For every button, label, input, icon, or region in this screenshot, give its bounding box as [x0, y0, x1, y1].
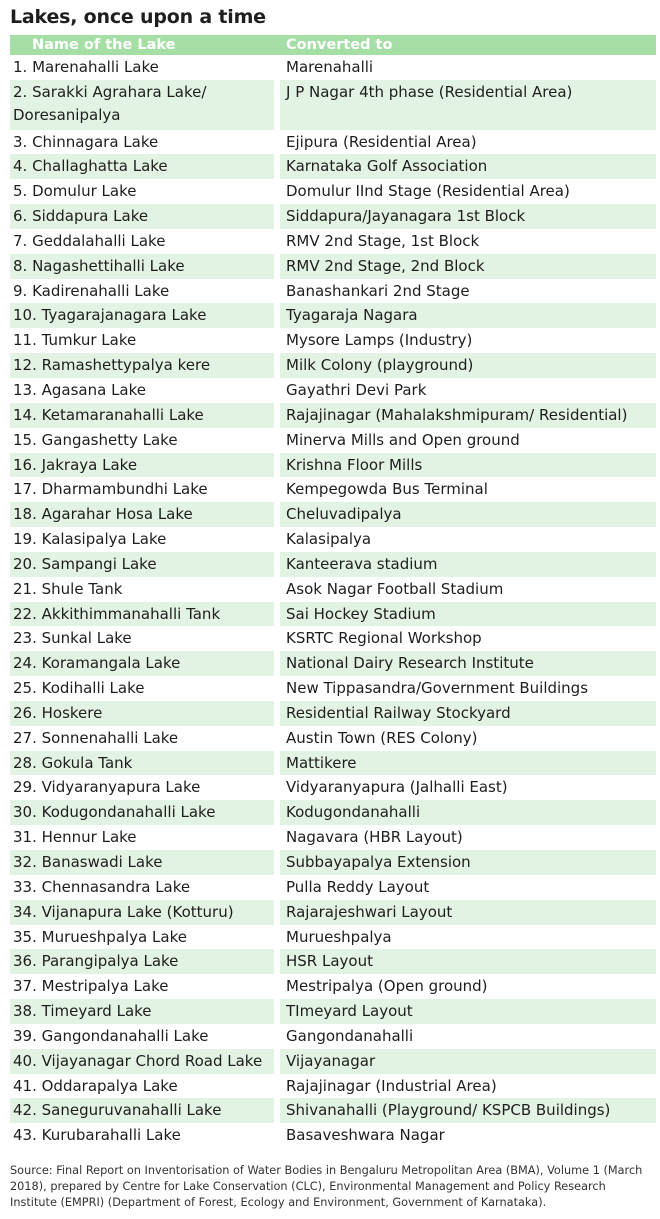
table-row: [10, 974, 656, 999]
table-row: [10, 577, 656, 602]
converted-to-cell: Mattikere: [280, 751, 656, 776]
lake-name-cell: 41. Oddarapalya Lake: [10, 1074, 280, 1099]
converted-to-cell: Nagavara (HBR Layout): [286, 828, 463, 847]
table-row: [10, 229, 656, 254]
lake-name-cell: 3. Chinnagara Lake: [10, 130, 280, 155]
lake-name-cell: 12. Ramashettypalya kere: [10, 353, 280, 378]
table-row: [10, 1123, 656, 1148]
table-row: [10, 949, 656, 974]
converted-to-cell: Siddapura/Jayanagara 1st Block: [280, 204, 656, 229]
lakes-table: [10, 35, 656, 1148]
lake-name-cell: 29. Vidyaranyapura Lake: [10, 775, 280, 800]
table-row: [10, 626, 656, 651]
table-row: [10, 850, 656, 875]
converted-to-cell: Sai Hockey Stadium: [280, 602, 656, 627]
table-row: [10, 403, 656, 428]
converted-to-cell: Residential Railway Stockyard: [280, 701, 656, 726]
lake-name-cell: 14. Ketamaranahalli Lake: [10, 403, 280, 428]
converted-to-cell: Pulla Reddy Layout: [286, 877, 430, 896]
table-row: [10, 1049, 656, 1074]
table-row: [10, 800, 656, 825]
converted-to-cell: HSR Layout: [280, 949, 656, 974]
converted-to-cell: Asok Nagar Football Stadium: [286, 579, 504, 598]
table-row: [10, 154, 656, 179]
converted-to-cell: Gayathri Devi Park: [286, 380, 427, 399]
lake-name-cell: 37. Mestripalya Lake: [10, 974, 280, 999]
lake-name-cell: 31. Hennur Lake: [10, 825, 280, 850]
converted-to-cell: Rajajinagar (Mahalakshmipuram/ Residential): [280, 403, 656, 428]
converted-to-cell: Kanteerava stadium: [280, 552, 656, 577]
table-row: [10, 552, 656, 577]
converted-to-cell: Banashankari 2nd Stage: [286, 281, 470, 300]
table-row: [10, 1074, 656, 1099]
table-row: [10, 875, 656, 900]
lake-name-cell: 28. Gokula Tank: [10, 751, 280, 776]
converted-to-cell: Krishna Floor Mills: [280, 453, 656, 478]
table-row: [10, 254, 656, 279]
converted-to-cell: Mysore Lamps (Industry): [286, 331, 473, 350]
lake-name-cell: 36. Parangipalya Lake: [10, 949, 280, 974]
lake-name-cell: 19. Kalasipalya Lake: [10, 527, 280, 552]
converted-to-cell: Vidyaranyapura (Jalhalli East): [286, 778, 508, 797]
lake-name-cell: 32. Banaswadi Lake: [10, 850, 280, 875]
table-row: [10, 775, 656, 800]
lake-name-cell: 30. Kodugondanahalli Lake: [10, 800, 280, 825]
lake-name-cell: 7. Geddalahalli Lake: [10, 229, 280, 254]
converted-to-cell: Marenahalli: [286, 58, 374, 76]
table-row: [10, 204, 656, 229]
table-row: [10, 651, 656, 676]
converted-to-cell: Basaveshwara Nagar: [286, 1126, 445, 1145]
converted-to-cell: Rajarajeshwari Layout: [280, 900, 656, 925]
lake-name-cell: 10. Tyagarajanagara Lake: [10, 303, 280, 328]
lake-name-cell: 20. Sampangi Lake: [10, 552, 280, 577]
table-row: [10, 130, 656, 155]
converted-to-cell: J P Nagar 4th phase (Residential Area): [280, 80, 656, 130]
table-row: [10, 179, 656, 204]
table-row: [10, 751, 656, 776]
converted-to-cell: RMV 2nd Stage, 2nd Block: [280, 254, 656, 279]
lake-name-cell: 27. Sonnenahalli Lake: [10, 726, 280, 751]
lake-name-cell: 34. Vijanapura Lake (Kotturu): [10, 900, 280, 925]
lake-name-cell: 17. Dharmambundhi Lake: [10, 477, 280, 502]
converted-to-cell: Shivanahalli (Playground/ KSPCB Buildings): [280, 1098, 656, 1123]
table-row: [10, 999, 656, 1024]
converted-to-cell: Tyagaraja Nagara: [280, 303, 656, 328]
page-title: Lakes, once upon a time: [10, 6, 266, 28]
table-row: [10, 353, 656, 378]
converted-to-cell: Mestripalya (Open ground): [286, 977, 488, 996]
converted-to-cell: Kodugondanahalli: [280, 800, 656, 825]
column-header-converted: Converted to: [286, 37, 393, 53]
converted-to-cell: Kempegowda Bus Terminal: [286, 480, 488, 499]
lake-name-cell: 11. Tumkur Lake: [10, 328, 280, 353]
table-row: [10, 279, 656, 304]
table-row: [10, 701, 656, 726]
converted-to-cell: New Tippasandra/Government Buildings: [286, 679, 589, 698]
source-note: Source: Final Report on Inventorisation of Water Bodies in Bengaluru Metropolitan Area (BMA), Volume 1 (March 2018), prepared by Centre for Lake Conservation (CLC), Environmental Management and Policy Research Institute (EMPRI) (Department of Forest, Ecology and Environment, Government of Karnataka).: [10, 1164, 643, 1209]
column-header-name: Name of the Lake: [32, 37, 176, 53]
lake-name-cell: 42. Saneguruvanahalli Lake: [10, 1098, 280, 1123]
converted-to-cell: Ejipura (Residential Area): [286, 132, 477, 151]
lake-name-cell: 18. Agarahar Hosa Lake: [10, 502, 280, 527]
table-row: [10, 428, 656, 453]
lake-name-cell: 13. Agasana Lake: [10, 378, 280, 403]
lake-name-cell: 39. Gangondanahalli Lake: [10, 1024, 280, 1049]
table-row: [10, 825, 656, 850]
lake-name-cell: 21. Shule Tank: [10, 577, 280, 602]
converted-to-cell: Subbayapalya Extension: [280, 850, 656, 875]
converted-to-cell: Domulur IInd Stage (Residential Area): [286, 182, 570, 201]
table-row: [10, 726, 656, 751]
table-row: [10, 602, 656, 627]
lake-name-cell: 23. Sunkal Lake: [10, 626, 280, 651]
lake-name-cell: 38. Timeyard Lake: [10, 999, 280, 1024]
lake-name-cell: 2. Sarakki Agrahara Lake/ Doresanipalya: [10, 80, 280, 130]
converted-to-cell: Cheluvadipalya: [280, 502, 656, 527]
lake-name-cell: 5. Domulur Lake: [10, 179, 280, 204]
converted-to-cell: Austin Town (RES Colony): [286, 728, 478, 747]
table-row: [10, 502, 656, 527]
table-row: [10, 80, 656, 130]
table-body: [10, 55, 656, 1148]
lake-name-cell: 26. Hoskere: [10, 701, 280, 726]
converted-to-cell: RMV 2nd Stage, 1st Block: [286, 231, 480, 250]
table-header: [10, 35, 656, 55]
table-row: [10, 527, 656, 552]
table-row: [10, 676, 656, 701]
lake-name-cell: 25. Kodihalli Lake: [10, 676, 280, 701]
lake-name-cell: 22. Akkithimmanahalli Tank: [10, 602, 280, 627]
table-row: [10, 1098, 656, 1123]
table-row: [10, 55, 656, 80]
table-row: [10, 303, 656, 328]
converted-to-cell: National Dairy Research Institute: [280, 651, 656, 676]
converted-to-cell: Murueshpalya: [286, 927, 392, 946]
lake-name-cell: 24. Koramangala Lake: [10, 651, 280, 676]
converted-to-cell: Kalasipalya: [286, 530, 372, 549]
table-row: [10, 453, 656, 478]
lake-name-cell: 6. Siddapura Lake: [10, 204, 280, 229]
lake-name-cell: 9. Kadirenahalli Lake: [10, 279, 280, 304]
converted-to-cell: TImeyard Layout: [280, 999, 656, 1024]
converted-to-cell: Minerva Mills and Open ground: [286, 430, 520, 449]
lake-name-cell: 40. Vijayanagar Chord Road Lake: [10, 1049, 280, 1074]
lake-name-cell: 35. Murueshpalya Lake: [10, 925, 280, 950]
lake-name-cell: 8. Nagashettihalli Lake: [10, 254, 280, 279]
converted-to-cell: Gangondanahalli: [286, 1026, 414, 1045]
converted-to-cell: Vijayanagar: [280, 1049, 656, 1074]
lake-name-cell: 4. Challaghatta Lake: [10, 154, 280, 179]
converted-to-cell: Karnataka Golf Association: [280, 154, 656, 179]
table-row: [10, 900, 656, 925]
lake-name-cell: 1. Marenahalli Lake: [10, 55, 280, 80]
table-row: [10, 328, 656, 353]
table-row: [10, 1024, 656, 1049]
lake-name-cell: 33. Chennasandra Lake: [10, 875, 280, 900]
lake-name-cell: 43. Kurubarahalli Lake: [10, 1123, 280, 1148]
converted-to-cell: KSRTC Regional Workshop: [286, 629, 482, 648]
table-row: [10, 925, 656, 950]
table-row: [10, 477, 656, 502]
table-row: [10, 378, 656, 403]
lake-name-cell: 16. Jakraya Lake: [10, 453, 280, 478]
converted-to-cell: Rajajinagar (Industrial Area): [286, 1076, 497, 1095]
converted-to-cell: Milk Colony (playground): [280, 353, 656, 378]
lake-name-cell: 15. Gangashetty Lake: [10, 428, 280, 453]
